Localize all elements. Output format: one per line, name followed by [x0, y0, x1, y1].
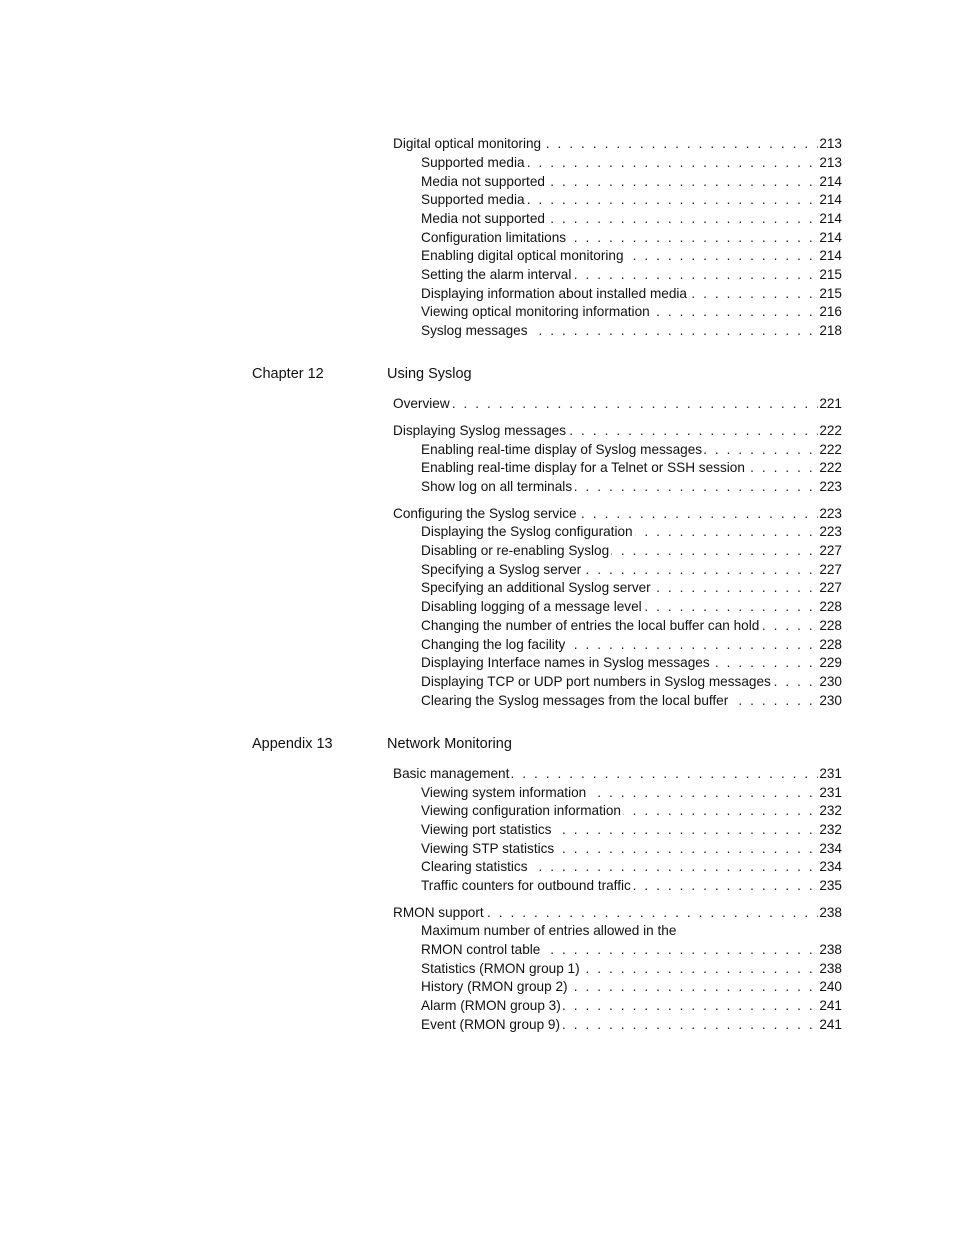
toc-entry[interactable]: . . . Media not supported 214 [421, 210, 842, 228]
appendix-title[interactable]: Network Monitoring [387, 736, 512, 752]
toc-entry[interactable]: . . . Disabling logging of a message level 228 [421, 598, 842, 616]
chapter-label: Chapter 12 [252, 366, 324, 382]
toc-entry[interactable]: . . . Supported media 213 [421, 154, 842, 172]
toc-entry[interactable]: . . . Alarm (RMON group 3) 241 [421, 997, 842, 1015]
toc-entry[interactable]: . . . Syslog messages 218 [421, 322, 842, 340]
toc-entry[interactable]: . . . Disabling or re-enabling Syslog 227 [421, 542, 842, 560]
toc-entry[interactable]: . . . Changing the log facility 228 [421, 636, 842, 654]
toc-entry[interactable]: . . . Displaying Syslog messages 222 [393, 422, 842, 440]
toc-entry[interactable]: . . . Displaying the Syslog configuration 223 [421, 523, 842, 541]
toc-entry[interactable]: . . . Media not supported 214 [421, 173, 842, 191]
toc-entry[interactable]: . . . Enabling real-time display of Syslog messages 222 [421, 441, 842, 459]
toc-entry[interactable]: . . . Viewing configuration information 232 [421, 802, 842, 820]
toc-entry[interactable]: . . . Viewing optical monitoring information 216 [421, 303, 842, 321]
toc-entry[interactable]: . . . Configuration limitations 214 [421, 229, 842, 247]
toc-entry[interactable]: . . . Specifying a Syslog server 227 [421, 561, 842, 579]
toc-entry[interactable]: . . . History (RMON group 2) 240 [421, 978, 842, 996]
toc-entry[interactable]: . . . Statistics (RMON group 1) 238 [421, 960, 842, 978]
toc-entry[interactable]: . . . Changing the number of entries the local buffer can hold 228 [421, 617, 842, 635]
toc-entry[interactable]: . . . Displaying Interface names in Syslog messages 229 [421, 654, 842, 672]
toc-entry[interactable]: . . . Displaying information about installed media 215 [421, 285, 842, 303]
toc-entry[interactable]: . . . Viewing system information 231 [421, 784, 842, 802]
toc-entry[interactable]: . . . Overview 221 [393, 395, 842, 413]
toc-entry[interactable]: . . . Configuring the Syslog service 223 [393, 505, 842, 523]
toc-entry[interactable]: . . . Clearing the Syslog messages from the local buffer 230 [421, 692, 842, 710]
toc-entry[interactable]: . . . Supported media 214 [421, 191, 842, 209]
toc-entry[interactable]: . . . Traffic counters for outbound traffic 235 [421, 877, 842, 895]
toc-entry-wrapped-line[interactable]: Maximum number of entries allowed in the [421, 923, 677, 938]
appendix-label: Appendix 13 [252, 736, 333, 752]
toc-entry[interactable]: . . . Enabling real-time display for a Telnet or SSH session 222 [421, 459, 842, 477]
toc-entry[interactable]: . . . Basic management 231 [393, 765, 842, 783]
toc-entry[interactable]: . . . Viewing STP statistics 234 [421, 840, 842, 858]
toc-entry[interactable]: . . . Displaying TCP or UDP port numbers in Syslog messages 230 [421, 673, 842, 691]
toc-entry[interactable]: . . . Viewing port statistics 232 [421, 821, 842, 839]
toc-entry[interactable]: . . . Clearing statistics 234 [421, 858, 842, 876]
toc-entry[interactable]: . . . Show log on all terminals 223 [421, 478, 842, 496]
toc-entry[interactable]: . . . RMON support 238 [393, 904, 842, 922]
toc-entry[interactable]: . . . Event (RMON group 9) 241 [421, 1016, 842, 1034]
toc-entry[interactable]: . . . Enabling digital optical monitoring 214 [421, 247, 842, 265]
toc-entry[interactable]: . . . Specifying an additional Syslog server 227 [421, 579, 842, 597]
toc-entry[interactable]: . . . Digital optical monitoring 213 [393, 135, 842, 153]
toc-entry[interactable]: . . . RMON control table 238 [421, 941, 842, 959]
toc-entry[interactable]: . . . Setting the alarm interval 215 [421, 266, 842, 284]
chapter-title[interactable]: Using Syslog [387, 366, 472, 382]
